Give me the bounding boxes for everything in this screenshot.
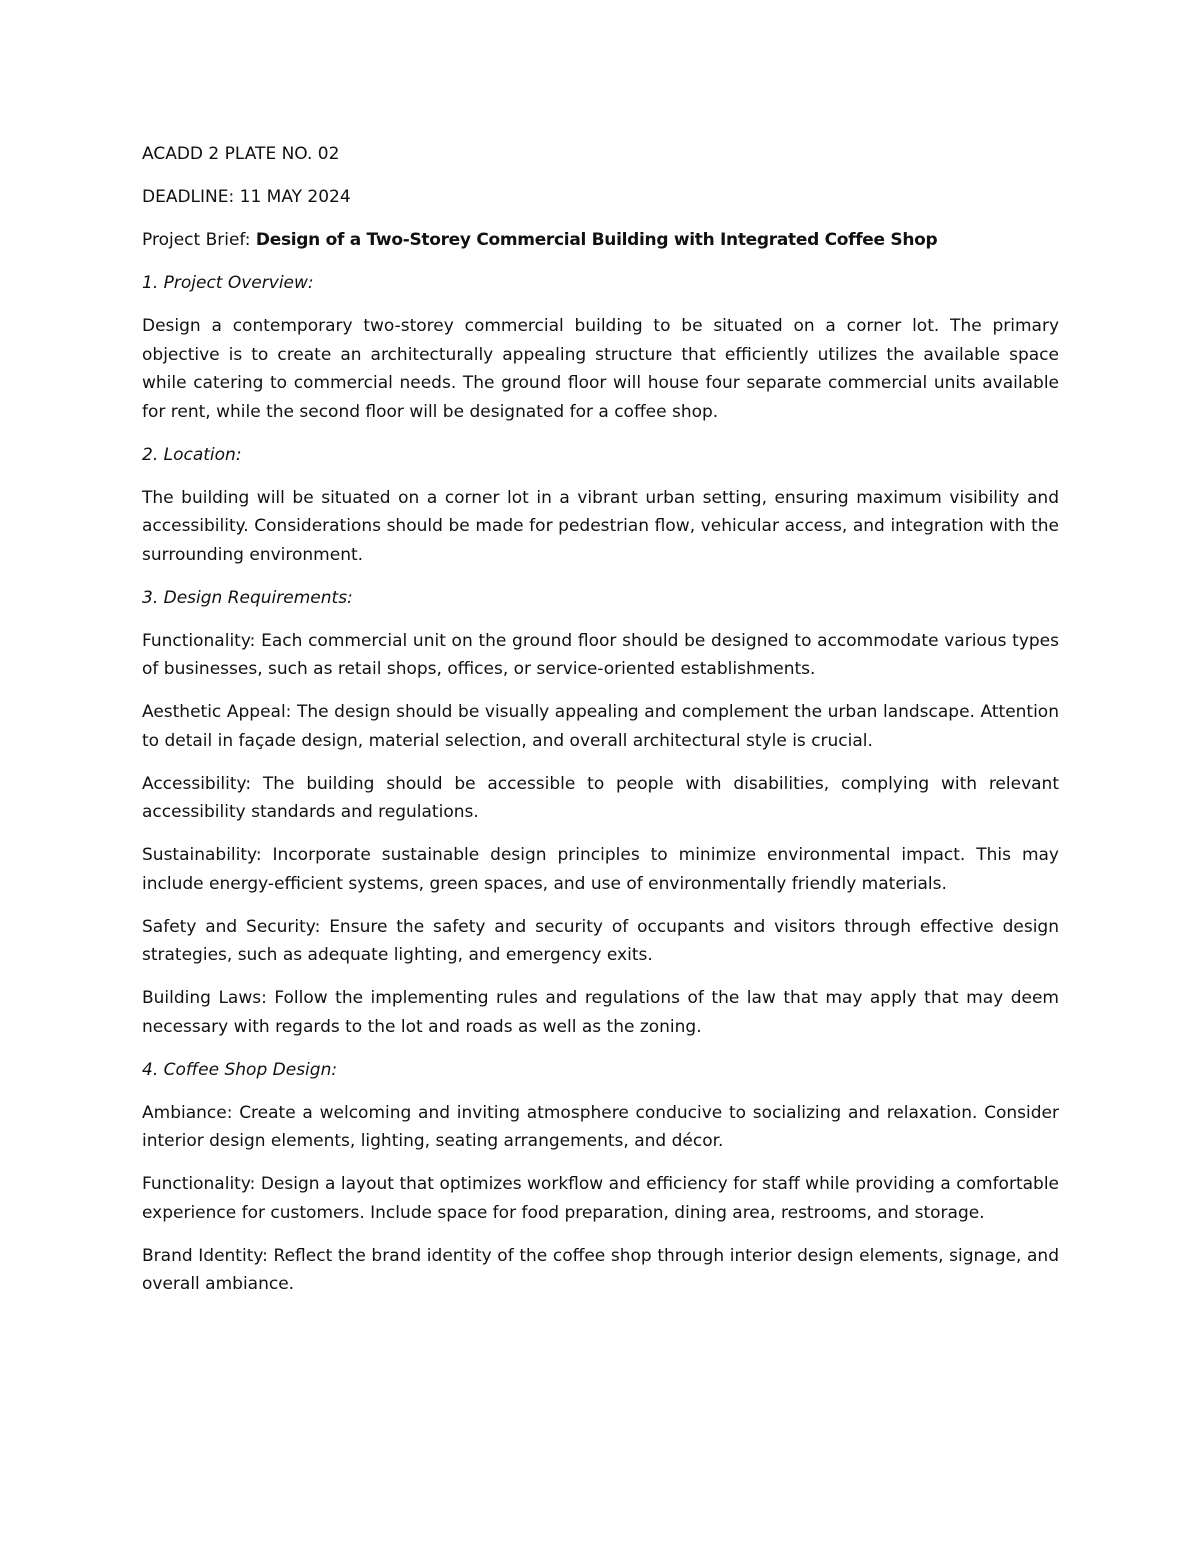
project-brief xyxy=(142,226,1059,255)
requirement-aesthetic: Aesthetic Appeal: The design should be visually appealing and complement the urban landscape. Attention to detail in façade design, material selection, and overall architectural style is crucial. xyxy=(142,702,1059,751)
requirement-sustainability: Sustainability: Incorporate sustainable design principles to minimize environmental impact. This may include energy-efficient systems, green spaces, and use of environmentally friendly materials. xyxy=(142,845,1059,894)
brief-label: Project Brief: xyxy=(142,230,256,250)
brief-title: Design of a Two-Storey Commercial Building with Integrated Coffee Shop xyxy=(255,230,938,250)
location-body: The building will be situated on a corner lot in a vibrant urban setting, ensuring maximum visibility and accessibility. Considerations should be made for pedestrian flow, vehicular access, and integration with the surrounding environment. xyxy=(142,487,1059,565)
overview-body: Design a contemporary two-storey commercial building to be situated on a corner lot. The primary objective is to create an architecturally appealing structure that efficiently utilizes the available space while catering to commercial needs. The ground floor will house four separate commercial units available for rent, while the second floor will be designated for a coffee shop. xyxy=(142,316,1059,422)
coffee-ambiance: Ambiance: Create a welcoming and inviting atmosphere conducive to socializing and relaxation. Consider interior design elements, lighting, seating arrangements, and décor. xyxy=(142,1102,1059,1151)
location-heading: 2. Location: xyxy=(142,444,242,465)
coffee-brand: Brand Identity: Reflect the brand identity of the coffee shop through interior design elements, signage, and overall ambiance. xyxy=(142,1245,1059,1294)
plate-number: ACADD 2 PLATE NO. 02 xyxy=(142,144,340,164)
coffee-shop-heading: 4. Coffee Shop Design: xyxy=(142,1059,338,1080)
document-page xyxy=(142,140,1059,1313)
requirement-functionality: Functionality: Each commercial unit on the ground floor should be designed to accommodate various types of businesses, such as retail shops, offices, or service-oriented establishments. xyxy=(142,630,1059,679)
requirement-laws: Building Laws: Follow the implementing rules and regulations of the law that may apply that may deem necessary with regards to the lot and roads as well as the zoning. xyxy=(142,988,1059,1037)
requirement-safety: Safety and Security: Ensure the safety and security of occupants and visitors through effective design strategies, such as adequate lighting, and emergency exits. xyxy=(142,916,1059,965)
design-requirements-heading: 3. Design Requirements: xyxy=(142,587,353,608)
coffee-functionality: Functionality: Design a layout that optimizes workflow and efficiency for staff while providing a comfortable experience for customers. Include space for food preparation, dining area, restrooms, and storage. xyxy=(142,1174,1059,1223)
deadline: DEADLINE: 11 MAY 2024 xyxy=(142,187,351,207)
overview-heading: 1. Project Overview: xyxy=(142,273,314,293)
requirement-accessibility: Accessibility: The building should be accessible to people with disabilities, complying with relevant accessibility standards and regulations. xyxy=(142,773,1059,822)
